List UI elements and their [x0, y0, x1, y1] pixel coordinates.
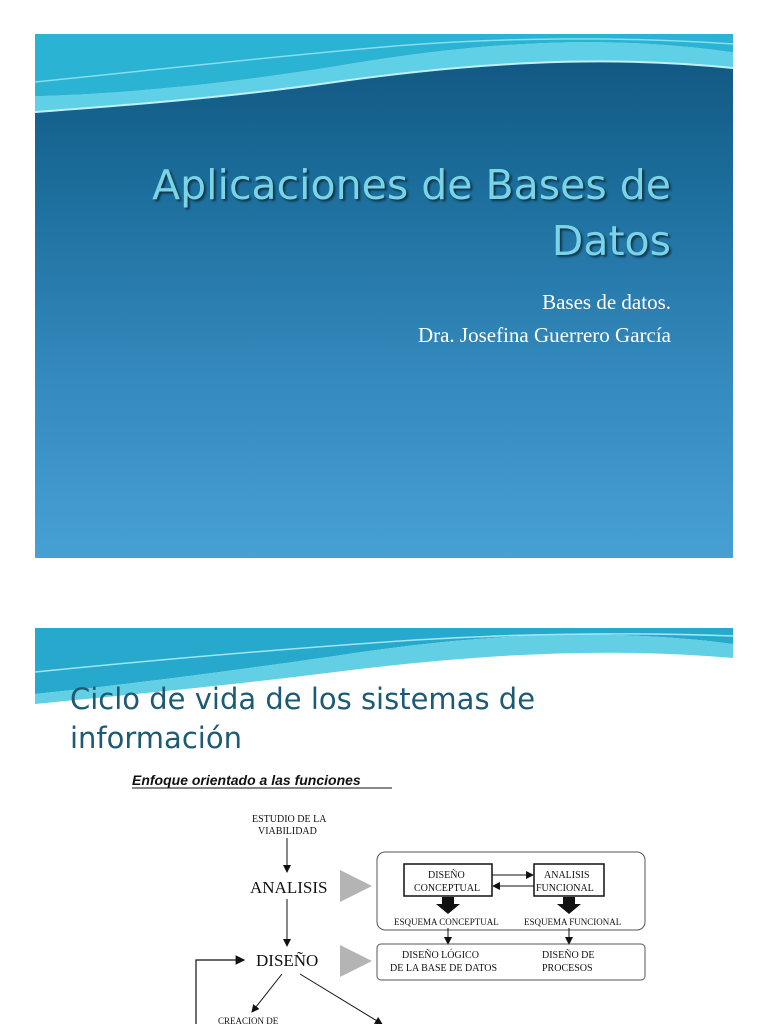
diagram-heading: Enfoque orientado a las funciones [132, 772, 361, 788]
esquema-conceptual: ESQUEMA CONCEPTUAL [394, 917, 499, 927]
slide-title-line-2: información [70, 721, 242, 755]
estudio-viabilidad-line-2: VIABILIDAD [258, 826, 317, 837]
course-name: Bases de datos. [542, 290, 671, 314]
diseno-procesos-line-1: DISEÑO DE [542, 950, 595, 961]
esquema-funcional: ESQUEMA FUNCIONAL [524, 917, 622, 927]
analisis-funcional-line-1: ANALISIS [544, 870, 590, 881]
estudio-viabilidad-line-1: ESTUDIO DE LA [252, 814, 327, 825]
diseno-logico-line-1: DISEÑO LÓGICO [402, 950, 479, 961]
creacion-step: CREACION DE [218, 1016, 279, 1024]
author-name: Dra. Josefina Guerrero García [417, 323, 671, 347]
title-slide [35, 34, 733, 558]
presentation-subtitle [171, 286, 671, 352]
presentation-title [71, 157, 671, 269]
function-oriented-diagram [132, 768, 652, 1024]
header-wave-decoration [35, 34, 733, 124]
diseno-conceptual-line-1: DISEÑO [428, 870, 465, 881]
diseno-procesos-line-2: PROCESOS [542, 963, 593, 974]
analisis-funcional-line-2: FUNCIONAL [536, 883, 594, 894]
slide-title [70, 680, 710, 758]
title-line-1: Aplicaciones de Bases de [152, 161, 671, 209]
diseno-conceptual-line-2: CONCEPTUAL [414, 883, 481, 894]
diseno-logico-line-2: DE LA BASE DE DATOS [390, 963, 498, 974]
analisis-step: ANALISIS [250, 878, 328, 897]
title-line-2: Datos [551, 217, 671, 265]
slide-title-line-1: Ciclo de vida de los sistemas de [70, 682, 536, 716]
diseno-step: DISEÑO [256, 951, 319, 970]
lifecycle-slide [35, 628, 733, 1024]
